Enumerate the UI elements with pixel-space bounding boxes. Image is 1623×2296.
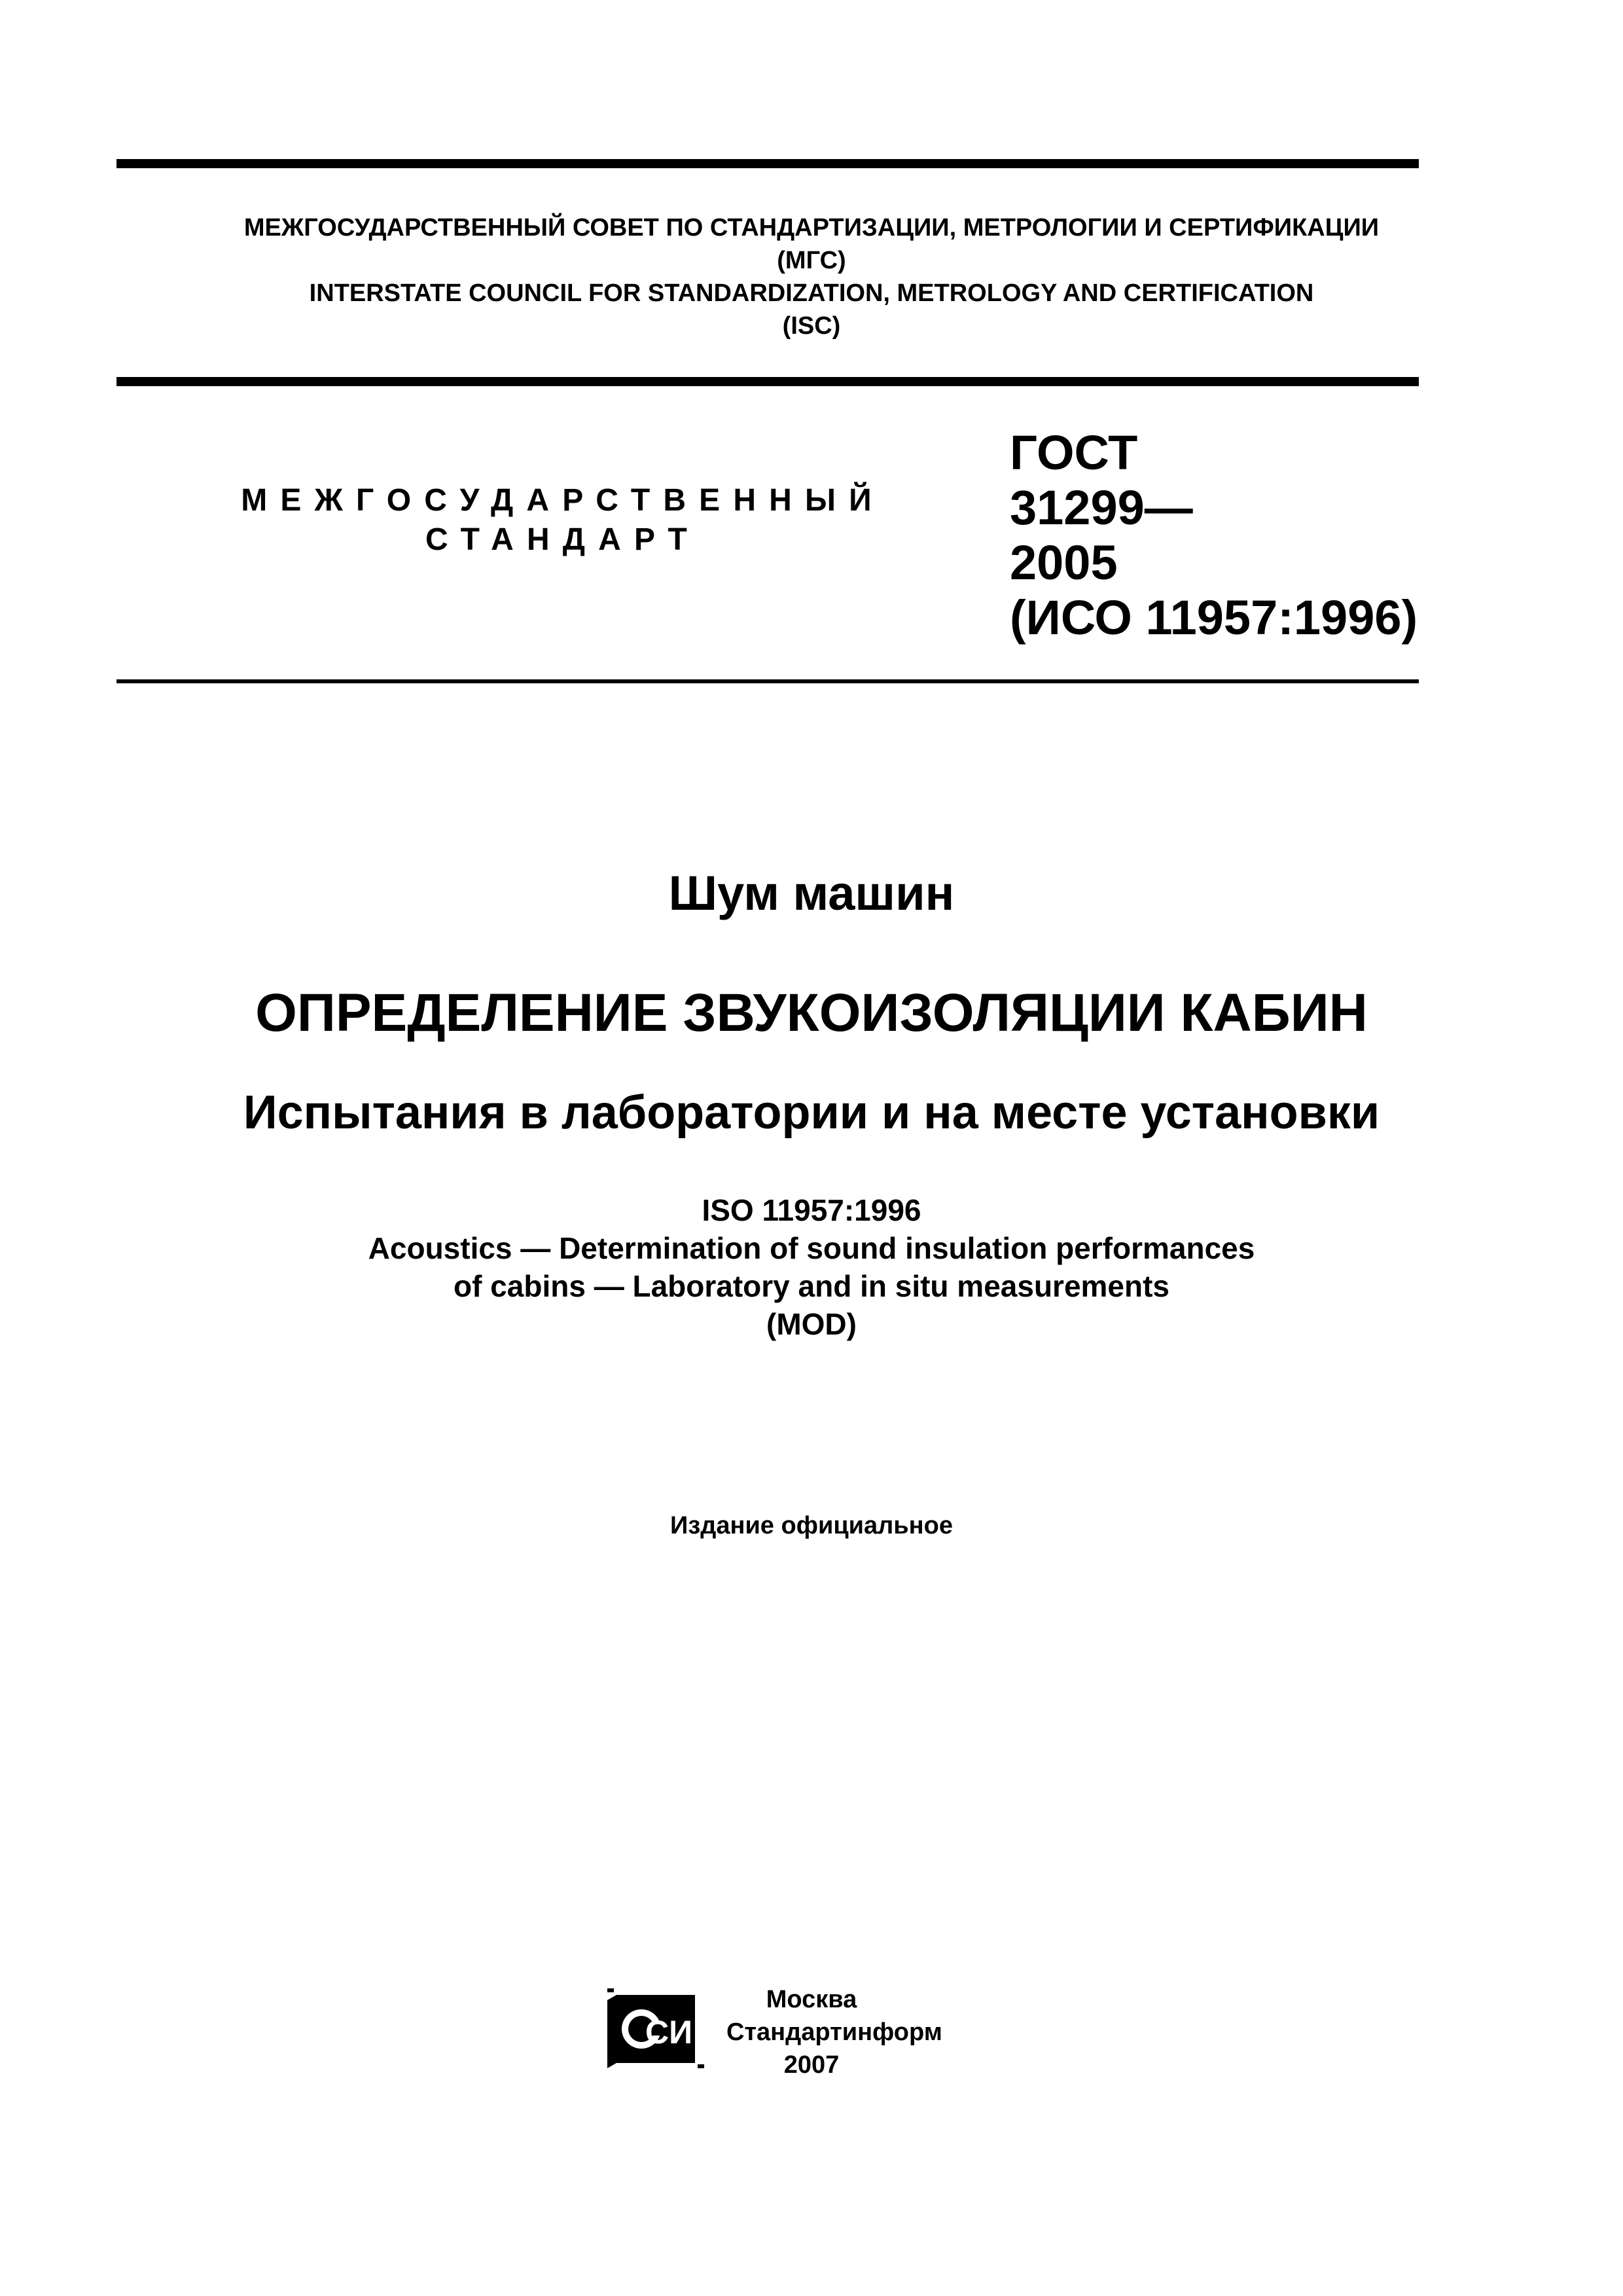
standard-kind: [236, 481, 890, 560]
council-en-name: INTERSTATE COUNCIL FOR STANDARDIZATION, METROLOGY AND CERTIFICATION: [309, 279, 1314, 307]
publisher-block: [726, 1983, 942, 2081]
edition-note: Издание официальное: [670, 1512, 953, 1539]
iso-title-line2: of cabins — Laboratory and in situ measurements: [453, 1269, 1170, 1303]
iso-reference: [0, 1191, 1623, 1343]
council-header: [0, 211, 1623, 342]
iso-mod: (MOD): [766, 1307, 857, 1341]
council-rule: [116, 377, 1419, 386]
council-en-abbr: (ISC): [782, 312, 841, 340]
title-main: ОПРЕДЕЛЕНИЕ ЗВУКОИЗОЛЯЦИИ КАБИН: [255, 983, 1368, 1043]
designation-line3: 2005: [1010, 535, 1118, 590]
council-ru-abbr: (МГС): [777, 247, 846, 274]
standartinform-logo-icon: [607, 1988, 704, 2068]
council-ru-name: МЕЖГОСУДАРСТВЕННЫЙ СОВЕТ ПО СТАНДАРТИЗАЦИИ, МЕТРОЛОГИИ И СЕРТИФИКАЦИИ: [243, 214, 1380, 242]
iso-number: ISO 11957:1996: [702, 1193, 921, 1227]
publisher-city: Москва: [766, 1986, 857, 2013]
designation-line4: (ИСО 11957:1996): [1010, 590, 1418, 645]
top-rule: [116, 159, 1419, 168]
standard-designation: [1010, 425, 1418, 645]
designation-line2: 31299—: [1010, 480, 1193, 535]
title-group: Шум машин: [668, 866, 955, 920]
standard-kind-line1: МЕЖГОСУДАРСТВЕННЫЙ: [241, 483, 885, 518]
standard-kind-line2: СТАНДАРТ: [425, 522, 700, 557]
designation-line1: ГОСТ: [1010, 425, 1138, 480]
publisher-name: Стандартинформ: [726, 2018, 942, 2046]
svg-text:СИ: СИ: [645, 2014, 693, 2051]
iso-title-line1: Acoustics — Determination of sound insulation performances: [368, 1231, 1255, 1265]
publisher-year: 2007: [783, 2051, 840, 2079]
designation-rule: [116, 679, 1419, 683]
title-sub: Испытания в лаборатории и на месте установки: [243, 1086, 1380, 1139]
